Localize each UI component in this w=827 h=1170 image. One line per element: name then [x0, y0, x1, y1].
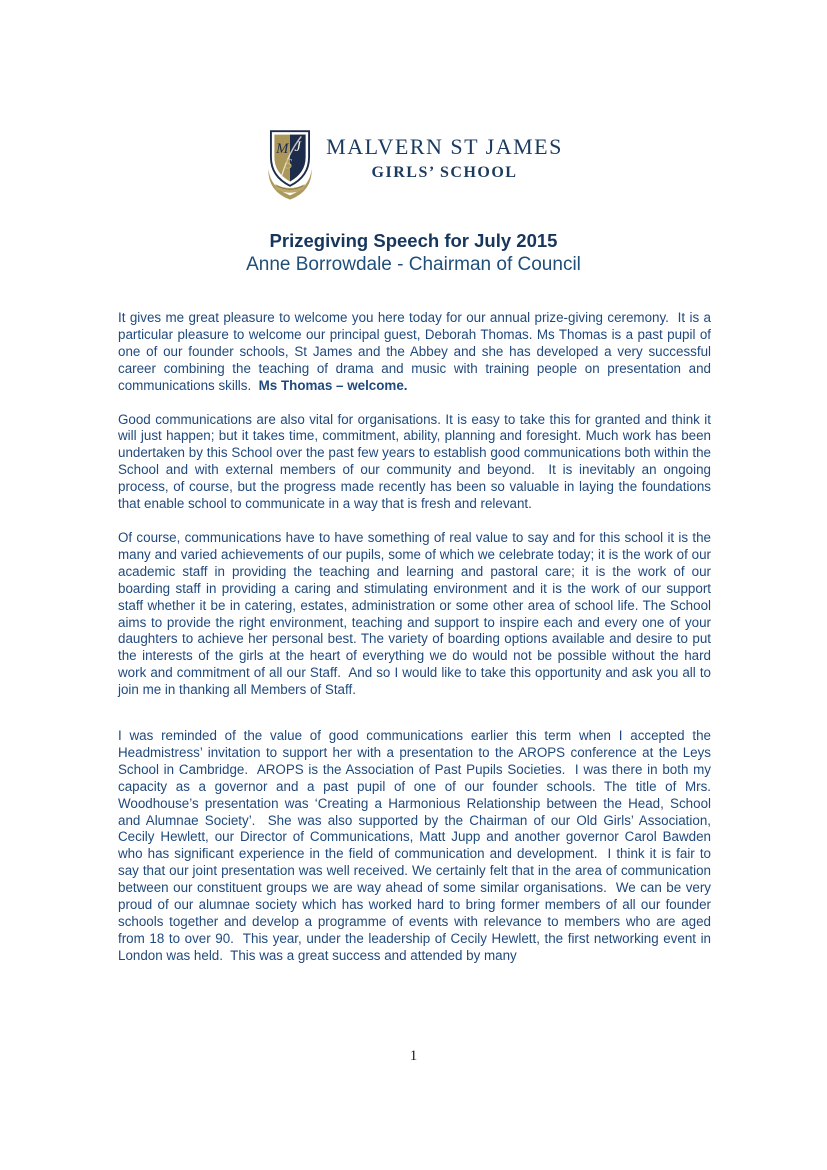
- svg-text:S: S: [284, 156, 293, 173]
- paragraph-text: I was reminded of the value of good communications earlier this term when I accepted the Headmistress’ invitation to support her with a presentation to the AROPS conference at the Leys School in Cambridge. AROPS is the Association of Past Pupils Societies. I was there in both my capacity as a governor and a past pupil of one of our founder schools. The title of Mrs. Woodhouse’s presentation was ‘Creating a Harmonious Relationship between the Head, School and Alumnae Society’. She was also supported by the Chairman of our Old Girls’ Association, Cecily Hewlett, our Director of Communications, Matt Jupp and another governor Carol Bawden who has significant experience in the field of communication and development. I think it is fair to say that our joint presentation was well received. We certainly felt that in the area of communication between our constituent groups we are way ahead of some similar organisations. We can be very proud of our alumnae society which has worked hard to bring former members of all our founder schools together and develop a programme of events with relevance to members who are aged from 18 to over 90. This year, under the leadership of Cecily Hewlett, the first networking event in London was held. This was a great success and attended by many: [118, 728, 715, 963]
- speech-paragraph: [118, 411, 715, 513]
- document-subtitle: Anne Borrowdale - Chairman of Council: [246, 254, 581, 275]
- school-type: GIRLS’ SCHOOL: [371, 164, 518, 181]
- paragraph-text-bold: Ms Thomas – welcome.: [258, 377, 408, 393]
- speech-paragraph: [118, 728, 715, 965]
- speech-paragraph: [118, 310, 715, 395]
- document-title: Prizegiving Speech for July 2015: [269, 230, 558, 251]
- svg-text:J: J: [294, 139, 302, 156]
- school-logo: [0, 126, 827, 204]
- title-block: [0, 229, 827, 277]
- school-name: MALVERN ST JAMES: [326, 134, 563, 159]
- speech-paragraph: [118, 529, 715, 699]
- speech-paragraphs: [118, 310, 715, 982]
- paragraph-text: It gives me great pleasure to welcome you here today for our annual prize-giving ceremony. It is a particular pleasure to welcome our principal guest, Deborah Thomas. Ms Thomas is a past pupil of one of our founder schools, St James and the Abbey and she has developed a very successful career combining the teaching of drama and music with training people on presentation and communications skills.: [118, 310, 715, 393]
- page-number: 1: [409, 1048, 418, 1064]
- school-logo-text: [326, 126, 563, 182]
- paragraph-text: Of course, communications have to have something of real value to say and for this school it is the many and varied achievements of our pupils, some of which we celebrate today; it is the work of our academic staff in providing the teaching and learning and pastoral care; it is the work of our boarding staff in providing a caring and stimulating environment and it is the work of our support staff whether it be in catering, estates, administration or some other area of school life. The School aims to provide the right environment, teaching and support to inspire each and every one of your daughters to achieve her personal best. The variety of boarding options available and desire to put the interests of the girls at the heart of everything we do would not be possible without the hard work and commitment of all our Staff. And so I would like to take this opportunity and ask you all to join me in thanking all Members of Staff.: [118, 529, 715, 698]
- school-crest-icon: [264, 126, 316, 204]
- svg-text:M: M: [276, 140, 289, 157]
- paragraph-text: Good communications are also vital for organisations. It is easy to take this for granted and think it will just happen; but it takes time, commitment, ability, planning and foresight. Much work has been undertaken by this School over the past few years to establish good communications both within the School and with external members of our community and beyond. It is inevitably an ongoing process, of course, but the progress made recently has been so valuable in laying the foundations that enable school to communicate in a way that is fresh and relevant.: [118, 411, 715, 512]
